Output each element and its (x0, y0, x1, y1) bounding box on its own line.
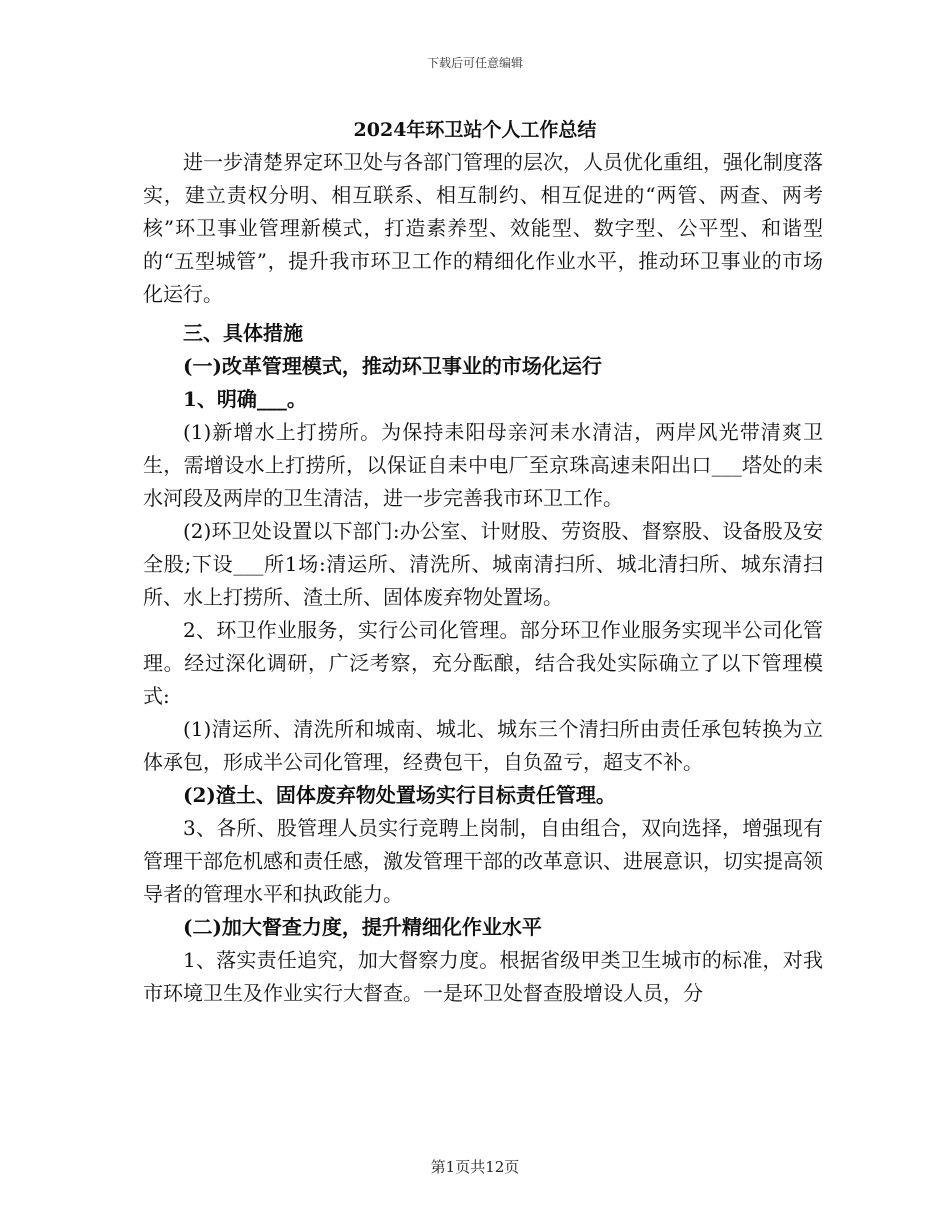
paragraph-water-salvage: (1)新增水上打捞所。为保持耒阳母亲河耒水清洁，两岸风光带清爽卫生，需增设水上打捞所，以保证自耒中电厂至京珠高速耒阳出口___塔处的耒水河段及两岸的卫生清洁，进一步完善我市环卫工作。 (143, 420, 823, 510)
page-number: 第1页共12页 (430, 1158, 520, 1176)
paragraph-accountability: 1、落实责任追究，加大督察力度。根据省级甲类卫生城市的标准，对我市环境卫生及作业实行大督查。一是环卫处督查股增设人员，分 (143, 948, 823, 1005)
paragraph-target-responsibility: (2)渣土、固体废弃物处置场实行目标责任管理。 (183, 783, 616, 807)
paragraph-departments: (2)环卫处设置以下部门:办公室、计财股、劳资股、督察股、设备股及安全股;下设___所1场:清运所、清洗所、城南清扫所、城北清扫所、城东清扫所、水上打捞所、渣土所、固体废弃物处置场。 (143, 519, 823, 609)
header-note: 下载后可任意编辑 (426, 56, 523, 70)
subsection-heading-reform: (一)改革管理模式，推动环卫事业的市场化运行 (183, 354, 602, 378)
subsection-heading-supervision: (二)加大督查力度，提升精细化作业水平 (183, 915, 542, 939)
paragraph-company-management: 2、环卫作业服务，实行公司化管理。部分环卫作业服务实现半公司化管理。经过深化调研，广泛考察，充分酝酿，结合我处实际确立了以下管理模式: (143, 618, 823, 708)
document-title: 2024年环卫站个人工作总结 (353, 119, 597, 141)
paragraph-contracting: (1)清运所、清洗所和城南、城北、城东三个清扫所由责任承包转换为立体承包，形成半公司化管理，经费包干，自负盈亏，超支不补。 (143, 717, 823, 774)
paragraph-competitive-posts: 3、各所、股管理人员实行竞聘上岗制，自由组合，双向选择，增强现有管理干部危机感和责任感，激发管理干部的改革意识、进展意识，切实提高领导者的管理水平和执政能力。 (143, 816, 823, 906)
section-heading-measures: 三、具体措施 (183, 321, 303, 345)
document-body (143, 146, 823, 1010)
item-heading-clarify: 1、明确___。 (183, 387, 307, 411)
paragraph-intro: 进一步清楚界定环卫处与各部门管理的层次，人员优化重组，强化制度落实，建立责权分明、相互联系、相互制约、相互促进的“两管、两查、两考核”环卫事业管理新模式，打造素养型、效能型、数字型、公平型、和谐型的“五型城管”，提升我市环卫工作的精细化作业水平，推动环卫事业的市场化运行。 (143, 150, 823, 306)
